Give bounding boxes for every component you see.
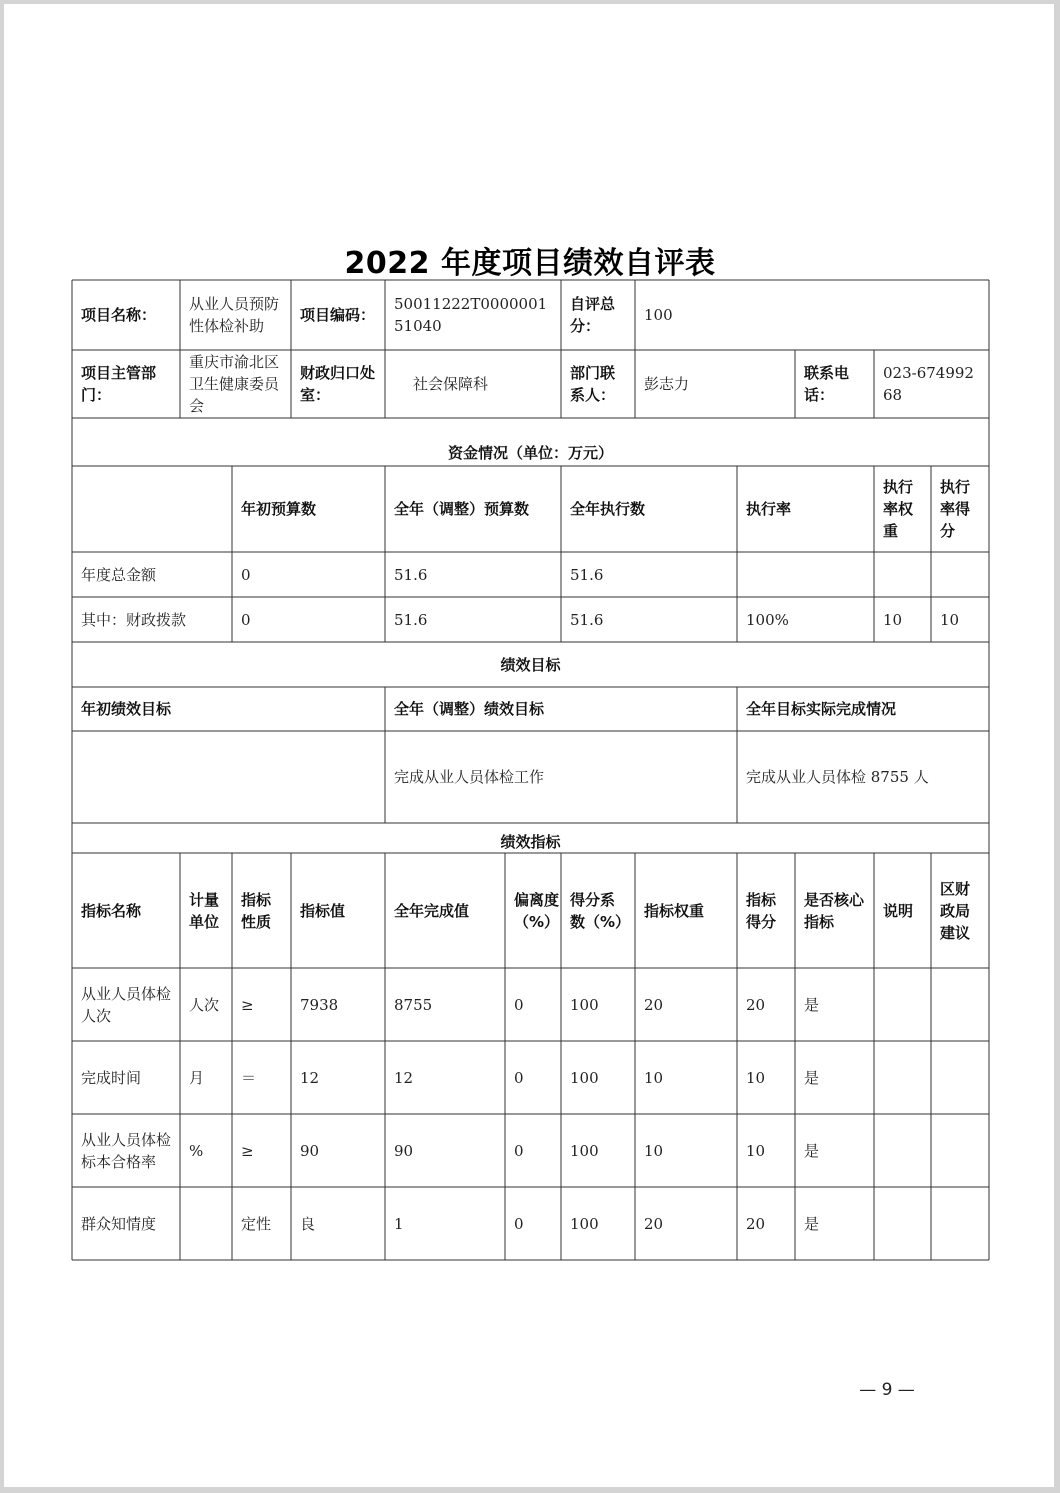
goals-header: 全年（调整）绩效目标 xyxy=(394,700,545,718)
indicators-header: 全年完成值 xyxy=(394,901,470,920)
self-score-label: 自评总分： xyxy=(570,295,616,335)
project-code-value: 50011222T000000151040 xyxy=(394,295,548,335)
funds-header: 执行率 xyxy=(746,500,792,518)
funds-header: 执行率权重 xyxy=(883,478,914,540)
indicators-cell: 0 xyxy=(514,1068,524,1087)
indicators-cell xyxy=(874,1187,931,1260)
indicators-cell: 90 xyxy=(300,1141,320,1160)
indicators-cell: 是 xyxy=(804,995,820,1014)
funds-cell: 51.6 xyxy=(570,610,604,629)
indicators-cell: 1 xyxy=(394,1214,404,1233)
indicators-cell: 100 xyxy=(570,1068,599,1087)
indicators-cell: 从业人员体检人次 xyxy=(81,984,172,1025)
indicators-cell xyxy=(874,1041,931,1114)
self-score-value: 100 xyxy=(644,306,673,324)
funds-cell: 0 xyxy=(241,565,251,584)
indicators-header: 是否核心指标 xyxy=(804,890,865,931)
indicators-cell xyxy=(874,968,931,1041)
funds-header: 全年（调整）预算数 xyxy=(394,500,530,518)
indicators-cell: 是 xyxy=(804,1068,820,1087)
funds-cell xyxy=(737,552,874,597)
indicators-cell: 10 xyxy=(746,1068,766,1087)
goals-value: 完成从业人员体检工作 xyxy=(394,768,545,786)
indicators-header: 指标名称 xyxy=(81,901,142,920)
indicators-header: 偏离度（%） xyxy=(514,890,560,931)
indicators-header: 得分系数（%） xyxy=(570,890,631,931)
indicators-cell: 人次 xyxy=(189,995,220,1014)
indicators-cell: 20 xyxy=(644,1214,664,1233)
indicators-cell: 月 xyxy=(189,1068,205,1087)
funds-cell: 0 xyxy=(241,610,251,629)
funds-cell xyxy=(931,552,989,597)
finance-office-value: 社会保障科 xyxy=(413,375,489,393)
funds-cell: 51.6 xyxy=(394,610,428,629)
indicators-cell: 定性 xyxy=(241,1214,272,1233)
indicators-cell: ＝ xyxy=(241,1068,257,1087)
indicators-cell: 8755 xyxy=(394,995,433,1014)
funds-header: 年初预算数 xyxy=(241,500,317,518)
indicators-cell: 20 xyxy=(746,1214,766,1233)
funds-cell: 100% xyxy=(746,610,789,629)
goals-value: 完成从业人员体检 8755 人 xyxy=(746,768,929,786)
funds-cell xyxy=(874,552,931,597)
contact-value: 彭志力 xyxy=(644,375,690,393)
finance-office-label: 财政归口处室： xyxy=(300,364,376,404)
indicators-cell: 是 xyxy=(804,1214,820,1233)
indicators-header: 计量单位 xyxy=(189,890,220,931)
funds-cell: 其中：财政拨款 xyxy=(81,610,187,629)
funds-cell: 年度总金额 xyxy=(81,565,157,584)
indicators-cell xyxy=(180,1187,232,1260)
indicators-cell: 0 xyxy=(514,1141,524,1160)
indicators-cell: 20 xyxy=(746,995,766,1014)
indicators-header: 指标性质 xyxy=(241,890,272,931)
indicators-cell: 100 xyxy=(570,1141,599,1160)
funds-cell: 51.6 xyxy=(570,565,604,584)
project-name-label: 项目名称： xyxy=(81,306,157,324)
indicators-header: 指标权重 xyxy=(644,901,705,920)
indicators-cell: 90 xyxy=(394,1141,414,1160)
goals-header: 全年目标实际完成情况 xyxy=(746,700,897,718)
phone-label: 联系电话： xyxy=(804,364,850,404)
indicators-cell: 100 xyxy=(570,995,599,1014)
indicators-section-title: 绩效指标 xyxy=(500,833,561,851)
goals-header: 年初绩效目标 xyxy=(81,700,172,718)
funds-header xyxy=(72,466,232,552)
indicators-header: 指标值 xyxy=(300,901,346,920)
indicators-cell xyxy=(874,1114,931,1187)
indicators-cell: 良 xyxy=(300,1214,316,1233)
page-number: — 9 — xyxy=(859,1380,915,1400)
indicators-cell: 12 xyxy=(394,1068,414,1087)
contact-label: 部门联系人： xyxy=(570,364,616,404)
funds-cell: 51.6 xyxy=(394,565,428,584)
indicators-cell: 10 xyxy=(746,1141,766,1160)
indicators-cell: 0 xyxy=(514,1214,524,1233)
indicators-cell xyxy=(931,1187,989,1260)
dept-value: 重庆市渝北区卫生健康委员会 xyxy=(189,353,280,415)
indicators-cell: 12 xyxy=(300,1068,320,1087)
funds-section-title: 资金情况（单位：万元） xyxy=(447,444,613,462)
phone-value: 023-67499268 xyxy=(883,364,974,404)
funds-cell: 10 xyxy=(940,610,960,629)
indicators-cell: ≥ xyxy=(241,995,254,1014)
indicators-cell: 100 xyxy=(570,1214,599,1233)
dept-label: 项目主管部门： xyxy=(81,364,157,404)
indicators-cell: ≥ xyxy=(241,1141,254,1160)
indicators-cell: 20 xyxy=(644,995,664,1014)
project-name-value: 从业人员预防性体检补助 xyxy=(189,295,280,335)
document-title: 2022 年度项目绩效自评表 xyxy=(344,246,716,281)
indicators-cell: 0 xyxy=(514,995,524,1014)
project-code-label: 项目编码： xyxy=(300,306,376,324)
funds-header: 执行率得分 xyxy=(940,478,971,540)
indicators-cell xyxy=(931,1114,989,1187)
indicators-cell: 从业人员体检标本合格率 xyxy=(81,1130,172,1171)
funds-header: 全年执行数 xyxy=(570,500,646,518)
indicators-cell xyxy=(931,1041,989,1114)
indicators-cell: 7938 xyxy=(300,995,339,1014)
goals-section-title: 绩效目标 xyxy=(500,655,561,674)
funds-cell: 10 xyxy=(883,610,903,629)
indicators-cell: 是 xyxy=(804,1141,820,1160)
indicators-cell: 10 xyxy=(644,1068,664,1087)
indicators-cell: 完成时间 xyxy=(81,1068,142,1087)
indicators-header: 指标得分 xyxy=(746,890,777,931)
indicators-cell: % xyxy=(189,1141,204,1160)
indicators-cell: 10 xyxy=(644,1141,664,1160)
indicators-cell: 群众知情度 xyxy=(81,1214,157,1233)
indicators-header: 区财政局建议 xyxy=(940,879,971,942)
goals-value xyxy=(72,731,385,823)
indicators-header: 说明 xyxy=(883,901,914,920)
indicators-cell xyxy=(931,968,989,1041)
